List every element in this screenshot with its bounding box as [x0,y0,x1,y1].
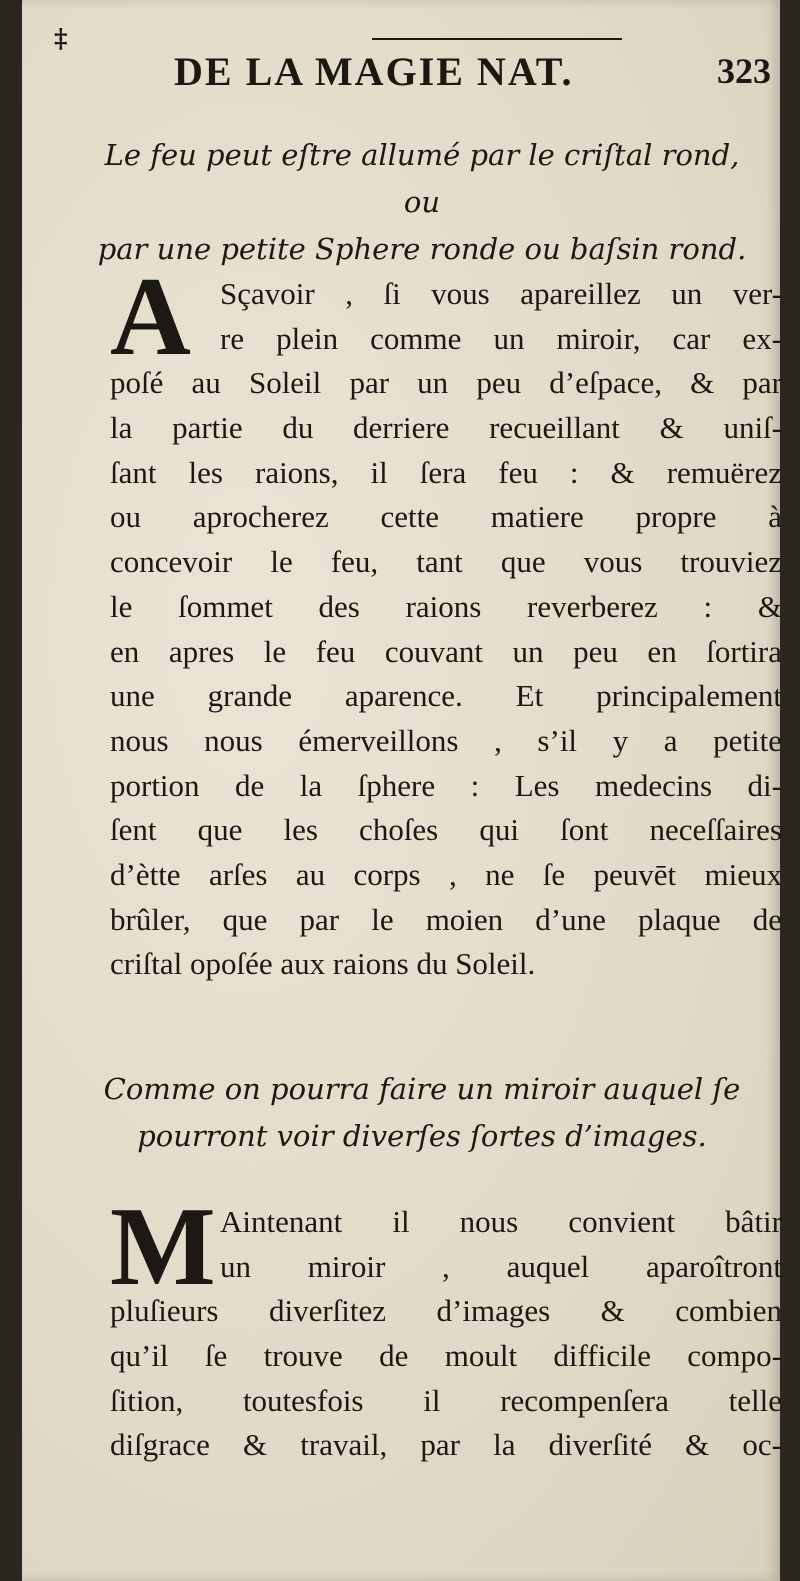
text-line: brûler, que par le moien d’une plaque de [110,901,782,937]
section-heading-2 [82,1066,762,1160]
header-rule [372,38,622,40]
text-line: Aintenant il nous convient bâtir [220,1204,782,1239]
drop-cap-a: A [110,255,191,379]
text-line: le ſommet des raions reverberez : & [110,588,782,624]
text-line: pluſieurs diverſitez d’images & combien [110,1293,782,1329]
text-line: la partie du derriere recueillant & uniſ- [110,410,782,446]
heading-line: Comme on pourra faire un miroir auquel ſe [103,1072,741,1106]
text-line: un miroir , auquel aparoîtront [220,1248,782,1284]
text-line: Sçavoir , ſi vous apareillez un ver- [220,276,782,311]
page-header [152,38,777,98]
text-line: portion de la ſphere : Les medecins di- [110,767,782,803]
text-line: criſtal opoſée aux raions du Soleil. [110,946,536,982]
text-line: ſent que les choſes qui ſont neceſſaires [110,812,782,848]
text-line: ou aprocherez cette matiere propre à [110,499,782,535]
page-number: 323 [717,51,771,91]
paragraph-1 [110,255,782,987]
text-line: ſant les raions, il ſera feu : & remuërez [110,454,782,490]
section-heading-1 [82,132,762,273]
heading-line: pourront voir diverſes ſortes d’images. [137,1119,707,1153]
paragraph-2 [110,1185,782,1468]
text-line: concevoir le feu, tant que vous trouviez [110,544,782,580]
margin-mark: ‡ [54,24,68,54]
text-line: qu’il ſe trouve de moult difficile compo- [110,1338,782,1374]
text-line: en apres le feu couvant un peu en ſortira [110,633,782,669]
heading-line: Le feu peut eſtre allumé par le criſtal rond, ou [104,138,740,219]
text-line: re plein comme un miroir, car ex- [220,320,782,356]
text-line: d’ètte arſes au corps , ne ſe peuvēt mieux [110,856,782,892]
text-line: poſé au Soleil par un peu d’eſpace, & par [110,365,782,401]
text-line: ſition, toutesfois il recompenſera telle [110,1382,782,1418]
heading-line: par une petite Sphere ronde ou baſsin rond. [97,232,747,266]
text-line: diſgrace & travail, par la diverſité & oc- [110,1427,782,1463]
book-page [22,0,780,1581]
text-line: une grande aparence. Et principalement [110,678,782,714]
drop-cap-m: M [110,1185,216,1309]
running-title: DE LA MAGIE NAT. [174,49,574,94]
text-line: nous nous émerveillons , s’il y a petite [110,722,782,758]
